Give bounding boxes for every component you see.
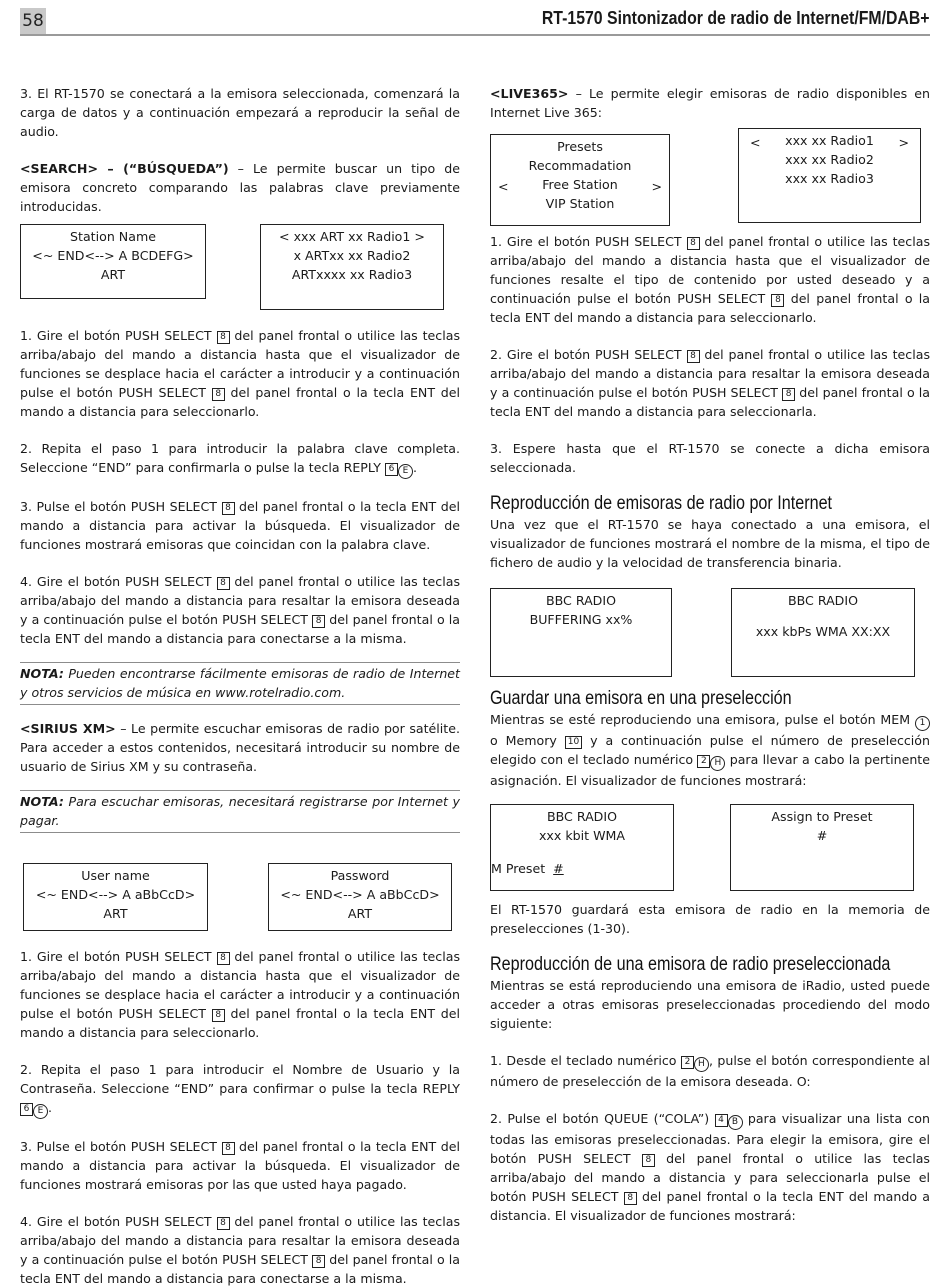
reply-6-icon: 6: [20, 1103, 33, 1116]
push-select-8-icon: 8: [217, 1217, 230, 1230]
live365-step-3: 3. Espere hasta que el RT-1570 se conecte a dicha emisora seleccionada.: [490, 441, 930, 475]
reply-e-icon: E: [398, 464, 413, 479]
display-live365-stations: xxx xx Radio1 xxx xx Radio2 xxx xx Radio3 < >: [738, 128, 921, 223]
mem-1-icon: 1: [915, 716, 930, 731]
display-m-preset: BBC RADIO xxx kbit WMA M Preset #: [490, 804, 674, 891]
push-select-8-icon: 8: [624, 1192, 637, 1205]
display-password: Password <~ END<--> A aBbCcD> ART: [268, 863, 452, 931]
live365-step-1: 1. Gire el botón PUSH SELECT 8 del panel frontal o utilice las teclas arriba/abajo del mando a distancia hasta que el visualizador de funciones resalte el tipo de contenido por usted deseado y a continuación pulse el botón PUSH SELECT 8 del panel frontal o la tecla ENT del mando a distancia para seleccionarlo.: [490, 234, 931, 325]
preset-playback-paragraph: Mientras se está reproduciendo una emisora de iRadio, usted puede acceder a otras emisoras preseleccionadas procediendo del modo siguiente:: [490, 978, 930, 1031]
save-result-paragraph: El RT-1570 guardará esta emisora de radio en la memoria de preselecciones (1-30).: [490, 902, 930, 936]
push-select-8-icon: 8: [312, 1255, 325, 1268]
sirius-step-4: 4. Gire el botón PUSH SELECT 8 del panel frontal o utilice las teclas arriba/abajo del mando a distancia para resaltar la emisora deseada y a continuación pulse el botón PUSH SELECT 8 del panel frontal o la tecla ENT del mando a distancia para conectarse a la misma.: [20, 1214, 461, 1286]
push-select-8-icon: 8: [782, 388, 795, 401]
keypad-h-icon: H: [694, 1057, 709, 1072]
display-search-results: < xxx ART xx Radio1 > x ARTxx xx Radio2 ARTxxxx xx Radio3: [260, 224, 444, 310]
intro-paragraph: 3. El RT-1570 se conectará a la emisora seleccionada, comenzará la carga de datos y a continuación empezará a reproducir la señal de audio.: [20, 86, 460, 139]
heading-preset-playback: Reproducción de una emisora de radio preseleccionada: [490, 954, 891, 975]
preset-step-2: 2. Pulse el botón QUEUE (“COLA”) 4 B para visualizar una lista con todas las emisoras preseleccionadas. Para elegir la emisora, gire el botón PUSH SELECT 8 del panel frontal o utilice las teclas arriba/abajo del mando a distancia y para seleccionarla pulse el botón PUSH SELECT 8 del panel frontal o la tecla ENT del mando a distancia. El visualizador de funciones mostrará:: [490, 1111, 930, 1223]
push-select-8-icon: 8: [771, 294, 784, 307]
search-keyword: <SEARCH> – (“BÚSQUEDA”): [20, 161, 229, 176]
live365-step-2: 2. Gire el botón PUSH SELECT 8 del panel frontal o utilice las teclas arriba/abajo del mando a distancia para resaltar la emisora deseada y a continuación pulse el botón PUSH SELECT 8 del panel frontal o la tecla ENT del mando a distancia para seleccionarla.: [490, 347, 931, 419]
note-registration: NOTA: Para escuchar emisoras, necesitará registrarse por Internet y pagar.: [20, 790, 460, 833]
push-select-8-icon: 8: [217, 952, 230, 965]
reply-e-icon: E: [33, 1104, 48, 1119]
push-select-8-icon: 8: [217, 577, 230, 590]
push-select-8-icon: 8: [217, 331, 230, 344]
queue-b-icon: B: [728, 1115, 743, 1130]
search-step-1: 1. Gire el botón PUSH SELECT 8 del panel frontal o utilice las teclas arriba/abajo del mando a distancia hasta que el visualizador de funciones se desplace hacia el carácter a introducir y a continuación pulse el botón PUSH SELECT 8 del panel frontal o la tecla ENT del mando a distancia para seleccionarlo.: [20, 328, 461, 419]
page-header: [20, 6, 930, 36]
save-displays: [490, 804, 930, 896]
heading-save-preset: Guardar una emisora en una preselección: [490, 688, 792, 709]
search-step-3: 3. Pulse el botón PUSH SELECT 8 del panel frontal o la tecla ENT del mando a distancia para activar la búsqueda. El visualizador de funciones mostrará emisoras que coincidan con la palabra clave.: [20, 499, 460, 552]
display-user-name: User name <~ END<--> A aBbCcD> ART: [23, 863, 208, 931]
push-select-8-icon: 8: [222, 1142, 235, 1155]
push-select-8-icon: 8: [312, 615, 325, 628]
push-select-8-icon: 8: [212, 1009, 225, 1022]
push-select-8-icon: 8: [222, 502, 235, 515]
sirius-keyword: <SIRIUS XM>: [20, 721, 116, 736]
search-paragraph: <SEARCH> – (“BÚSQUEDA”) – Le permite buscar un tipo de emisora concreto comparando las palabras clave previamente introducidas.: [20, 161, 461, 214]
sirius-step-2: 2. Repita el paso 1 para introducir el Nombre de Usuario y la Contraseña. Seleccione “END” para confirmar o pulse la tecla REPLY 6 E .: [20, 1060, 460, 1119]
sirius-paragraph: <SIRIUS XM> – Le permite escuchar emisoras de radio por satélite. Para acceder a estos contenidos, necesitará introducir su nombre de usuario de Sirius XM y su contraseña.: [20, 721, 460, 774]
page-title: RT-1570 Sintonizador de radio de Internet/FM/DAB+: [542, 8, 930, 28]
preset-step-1: 1. Desde el teclado numérico 2 H , pulse el botón correspondiente al número de preselección de la emisora deseada. O:: [490, 1053, 930, 1089]
push-select-8-icon: 8: [687, 237, 700, 250]
sirius-step-1: 1. Gire el botón PUSH SELECT 8 del panel frontal o utilice las teclas arriba/abajo del mando a distancia hasta que el visualizador de funciones se desplace hacia el carácter a introducir y a continuación pulse el botón PUSH SELECT 8 del panel frontal o la tecla ENT del mando a distancia para seleccionarlo.: [20, 949, 461, 1040]
playback-paragraph: Una vez que el RT-1570 se haya conectado a una emisora, el visualizador de funciones mostrará el nombre de la misma, el tipo de fichero de audio y la velocidad de transferencia binaria.: [490, 517, 930, 570]
keypad-h-icon: H: [710, 756, 725, 771]
display-buffering: BBC RADIO BUFFERING xx%: [490, 588, 672, 677]
live365-paragraph: <LIVE365> – Le permite elegir emisoras de radio disponibles en Internet Live 365:: [490, 86, 930, 120]
arrow-left-icon: <: [750, 135, 761, 150]
live365-displays: [490, 134, 930, 232]
search-step-2: 2. Repita el paso 1 para introducir la palabra clave completa. Seleccione “END” para confirmarla o pulse la tecla REPLY 6 E .: [20, 439, 460, 479]
live365-keyword: <LIVE365>: [490, 86, 569, 101]
sirius-displays: [20, 863, 460, 937]
reply-6-icon: 6: [385, 463, 398, 476]
heading-internet-playback: Reproducción de emisoras de radio por Internet: [490, 493, 833, 514]
save-paragraph: Mientras se esté reproduciendo una emisora, pulse el botón MEM 1 o Memory 10 y a continuación pulse el número de preselección elegido con el teclado numérico 2 H para llevar a cabo la pertinente asignación. El visualizador de funciones mostrará:: [490, 712, 930, 788]
display-assign-preset: Assign to Preset #: [730, 804, 914, 891]
right-column: [490, 84, 930, 1225]
push-select-8-icon: 8: [212, 388, 225, 401]
sirius-step-3: 3. Pulse el botón PUSH SELECT 8 del panel frontal o la tecla ENT del mando a distancia para activar la búsqueda. El visualizador de funciones mostrará emisoras por las que usted haya pagado.: [20, 1139, 460, 1192]
note-rotelradio: NOTA: Pueden encontrarse fácilmente emisoras de radio de Internet y otros servicios de música en www.rotelradio.com.: [20, 662, 460, 705]
display-bitrate: BBC RADIO xxx kbPs WMA XX:XX: [731, 588, 915, 677]
push-select-8-icon: 8: [642, 1154, 655, 1167]
search-step-4: 4. Gire el botón PUSH SELECT 8 del panel frontal o utilice las teclas arriba/abajo del mando a distancia para resaltar la emisora deseada y a continuación pulse el botón PUSH SELECT 8 del panel frontal o la tecla ENT del mando a distancia para conectarse a la misma.: [20, 574, 461, 646]
search-displays: [20, 224, 460, 316]
memory-10-icon: 10: [565, 736, 582, 749]
playback-displays: [490, 588, 930, 682]
left-column: [20, 84, 460, 1288]
display-live365-menu: Presets Recommadation Free Station VIP Station < >: [490, 134, 670, 226]
page-number: 58: [20, 8, 46, 34]
keypad-2-icon: 2: [681, 1056, 694, 1069]
arrow-right-icon: >: [898, 135, 909, 150]
arrow-right-icon: >: [651, 179, 662, 194]
queue-4-icon: 4: [715, 1114, 728, 1127]
display-station-name: Station Name <~ END<--> A BCDEFG> ART: [20, 224, 206, 299]
keypad-2-icon: 2: [697, 755, 710, 768]
arrow-left-icon: <: [498, 179, 509, 194]
push-select-8-icon: 8: [687, 350, 700, 363]
